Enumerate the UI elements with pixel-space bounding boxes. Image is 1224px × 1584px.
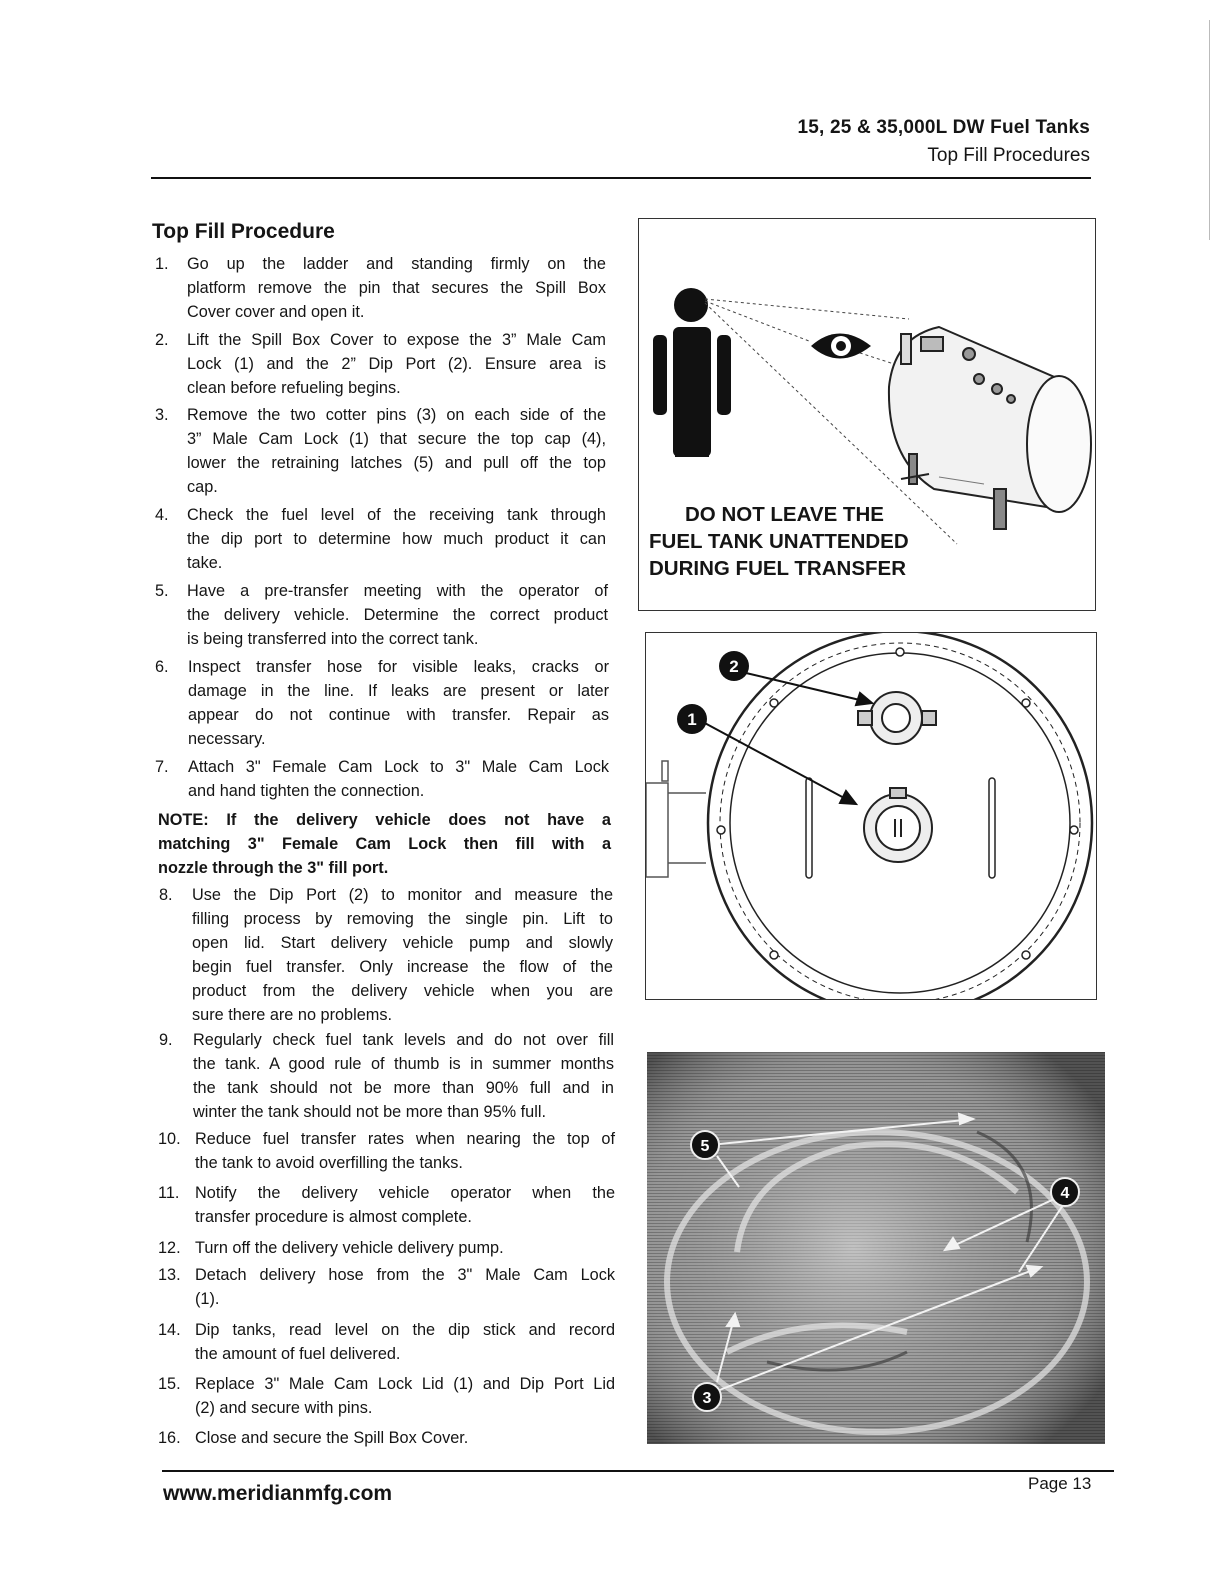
- step-number: 6.: [155, 658, 169, 676]
- step-line: Check the fuel level of the receiving tank through: [187, 506, 606, 524]
- step-line: necessary.: [188, 730, 266, 748]
- step-line: Go up the ladder and standing firmly on the: [187, 255, 606, 273]
- step-line: winter the tank should not be more than 95% full.: [193, 1103, 546, 1121]
- eye-icon: [811, 334, 871, 359]
- step-text: [187, 403, 606, 499]
- step-text: [195, 1236, 615, 1260]
- note-line: matching 3" Female Cam Lock then fill with a: [158, 835, 611, 853]
- callout-number: 4: [1060, 1185, 1070, 1202]
- step-line: Remove the two cotter pins (3) on each side of the: [187, 406, 606, 424]
- step-line: filling process by removing the single pin. Lift to: [192, 910, 613, 928]
- step-line: sure there are no problems.: [192, 1006, 393, 1024]
- person-icon: [653, 288, 731, 457]
- step-text: [187, 252, 606, 324]
- step-number: 10.: [158, 1130, 181, 1148]
- step-line: damage in the line. If leaks are present or later: [188, 682, 609, 700]
- callout-5-icon: [691, 1131, 719, 1159]
- step-line: the tank should not be more than 90% full and in: [193, 1079, 614, 1097]
- spill-box-lid-diagram: [646, 633, 1096, 999]
- step-line: Lift the Spill Box Cover to expose the 3” Male Cam: [187, 331, 606, 349]
- note-line: nozzle through the 3" fill port.: [158, 859, 389, 877]
- callout-1-icon: [677, 704, 707, 734]
- step-line: Use the Dip Port (2) to monitor and measure the: [192, 886, 613, 904]
- spill-box-photo-panel: [647, 1052, 1105, 1444]
- step-line: clean before refueling begins.: [187, 379, 401, 397]
- step-line: the amount of fuel delivered.: [195, 1345, 401, 1363]
- step-text: [188, 755, 609, 803]
- step-number: 13.: [158, 1266, 181, 1284]
- step-line: open lid. Start delivery vehicle pump and slowly: [192, 934, 613, 952]
- callout-4-icon: [1051, 1178, 1079, 1206]
- step-line: Lock (1) and the 2” Dip Port (2). Ensure area is: [187, 355, 606, 373]
- step-number: 9.: [159, 1031, 173, 1049]
- callout-number: 3: [702, 1390, 712, 1407]
- step-line: Replace 3" Male Cam Lock Lid (1) and Dip Port Lid: [195, 1375, 615, 1393]
- step-line: 3” Male Cam Lock (1) that secure the top cap (4),: [187, 430, 606, 448]
- step-line: Detach delivery hose from the 3" Male Cam Lock: [195, 1266, 615, 1284]
- step-number: 3.: [155, 406, 169, 424]
- step-line: and hand tighten the connection.: [188, 782, 425, 800]
- step-line: product from the delivery vehicle when you are: [192, 982, 613, 1000]
- step-number: 8.: [159, 886, 173, 904]
- step-line: Close and secure the Spill Box Cover.: [195, 1429, 469, 1447]
- note-block: [158, 808, 611, 880]
- cam-lock-drawing: [864, 788, 932, 862]
- step-text: [195, 1127, 615, 1175]
- spill-box-diagram-panel: [645, 632, 1097, 1000]
- step-line: Dip tanks, read level on the dip stick and record: [195, 1321, 615, 1339]
- callout-number: 2: [729, 657, 739, 676]
- step-text: [195, 1426, 615, 1450]
- step-text: [187, 328, 606, 400]
- step-line: Inspect transfer hose for visible leaks, cracks or: [188, 658, 609, 676]
- warning-line: DURING FUEL TRANSFER: [649, 557, 907, 580]
- step-line: the tank to avoid overfilling the tanks.: [195, 1154, 463, 1172]
- callout-number: 1: [687, 710, 697, 729]
- step-number: 16.: [158, 1429, 181, 1447]
- step-text: [195, 1263, 615, 1311]
- step-line: Notify the delivery vehicle operator when the: [195, 1184, 615, 1202]
- step-text: [187, 503, 606, 575]
- step-text: [195, 1372, 615, 1420]
- step-line: (1).: [195, 1290, 220, 1308]
- step-line: (2) and secure with pins.: [195, 1399, 373, 1417]
- section-title: Top Fill Procedure: [152, 220, 335, 243]
- footer-website: www.meridianmfg.com: [163, 1482, 393, 1505]
- step-text: [195, 1318, 615, 1366]
- step-number: 1.: [155, 255, 169, 273]
- header-rule: [151, 177, 1091, 179]
- spill-box-photo: [647, 1052, 1105, 1444]
- step-number: 4.: [155, 506, 169, 524]
- step-number: 15.: [158, 1375, 181, 1393]
- step-line: Turn off the delivery vehicle delivery pump.: [195, 1239, 504, 1257]
- document-title: 15, 25 & 35,000L DW Fuel Tanks: [797, 117, 1090, 138]
- step-line: lower the retraining latches (5) and pull off the top: [187, 454, 606, 472]
- step-line: the dip port to determine how much product it can: [187, 530, 606, 548]
- step-line: platform remove the pin that secures the Spill Box: [187, 279, 606, 297]
- callout-3-icon: [693, 1383, 721, 1411]
- footer-rule: [162, 1470, 1114, 1472]
- step-line: take.: [187, 554, 223, 572]
- callout-2-icon: [719, 651, 749, 681]
- step-line: Regularly check fuel tank levels and do not over fill: [193, 1031, 614, 1049]
- warning-line: FUEL TANK UNATTENDED: [649, 530, 909, 553]
- warning-line: DO NOT LEAVE THE: [685, 503, 884, 526]
- step-number: 14.: [158, 1321, 181, 1339]
- step-line: appear do not continue with transfer. Repair as: [188, 706, 609, 724]
- step-text: [193, 1028, 614, 1124]
- page-number: Page 13: [1028, 1474, 1092, 1493]
- step-line: the delivery vehicle. Determine the correct product: [187, 606, 608, 624]
- step-line: Have a pre-transfer meeting with the operator of: [187, 582, 608, 600]
- step-text: [188, 655, 609, 751]
- step-line: the tank. A good rule of thumb is in summer months: [193, 1055, 614, 1073]
- step-number: 7.: [155, 758, 169, 776]
- step-number: 2.: [155, 331, 169, 349]
- step-number: 11.: [158, 1184, 180, 1202]
- warning-illustration-panel: [638, 218, 1096, 611]
- step-line: begin fuel transfer. Only increase the flow of the: [192, 958, 613, 976]
- step-number: 12.: [158, 1239, 181, 1257]
- warning-text: [649, 501, 909, 582]
- step-line: Cover cover and open it.: [187, 303, 365, 321]
- step-number: 5.: [155, 582, 169, 600]
- note-line: NOTE: If the delivery vehicle does not have a: [158, 811, 611, 829]
- step-line: Attach 3" Female Cam Lock to 3" Male Cam Lock: [188, 758, 609, 776]
- fuel-tank-drawing: [889, 327, 1091, 529]
- step-line: transfer procedure is almost complete.: [195, 1208, 472, 1226]
- step-text: [195, 1181, 615, 1229]
- step-line: cap.: [187, 478, 218, 496]
- step-line: Reduce fuel transfer rates when nearing the top of: [195, 1130, 615, 1148]
- document-subtitle: Top Fill Procedures: [927, 145, 1090, 166]
- scan-edge-line: [1209, 20, 1210, 240]
- step-text: [187, 579, 608, 651]
- step-line: is being transferred into the correct tank.: [187, 630, 479, 648]
- callout-number: 5: [700, 1138, 710, 1155]
- step-text: [192, 883, 613, 1027]
